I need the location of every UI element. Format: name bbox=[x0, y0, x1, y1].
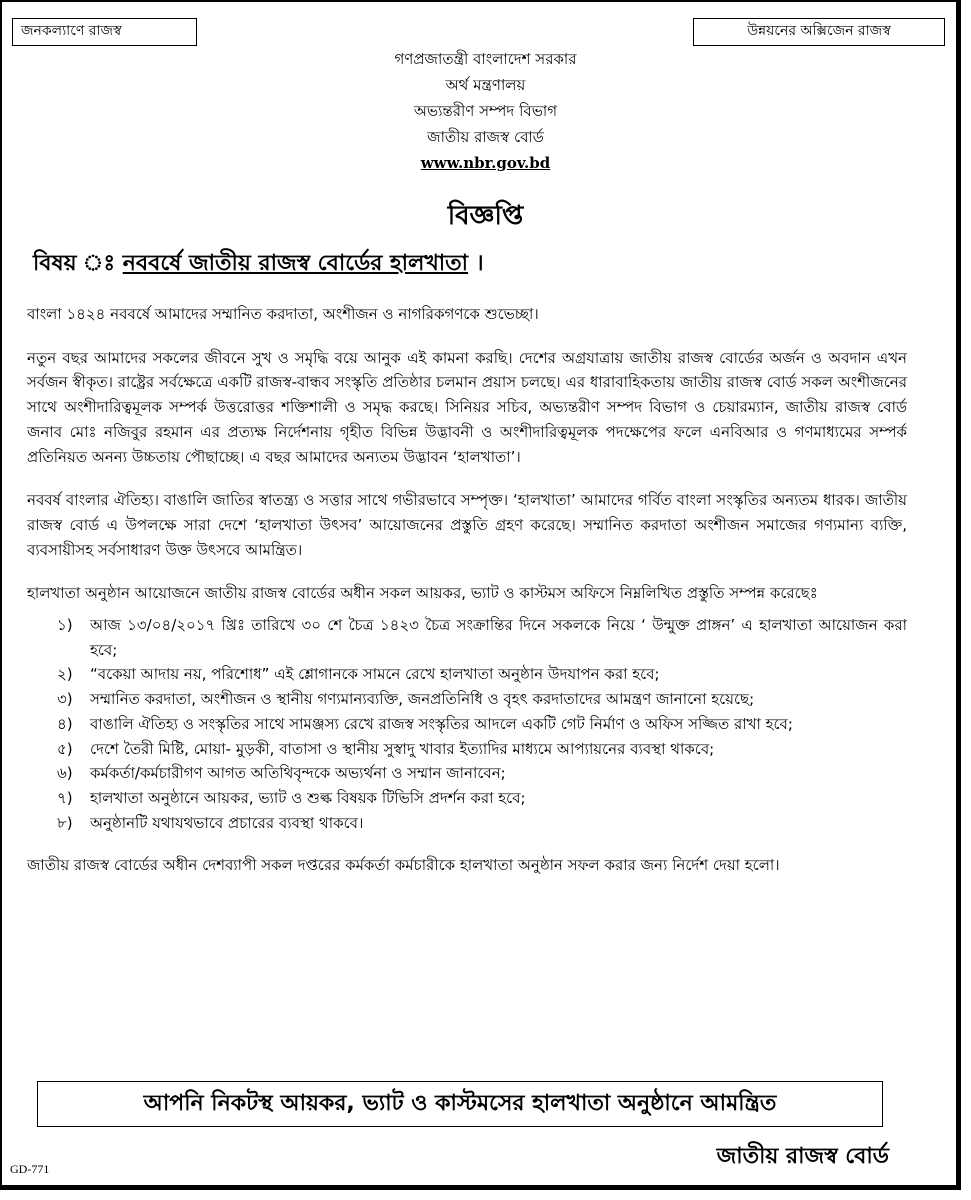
list-number: ১) bbox=[57, 616, 73, 635]
ministry-name: অর্থ মন্ত্রণালয় bbox=[445, 76, 526, 94]
government-name: গণপ্রজাতন্ত্রী বাংলাদেশ সরকার bbox=[394, 50, 577, 68]
list-text: “বকেয়া আদায় নয়, পরিশোধ” এই শ্লোগানকে সামনে রেখে হালখাতা অনুষ্ঠান উদযাপন করা হবে; bbox=[90, 665, 660, 684]
greeting-paragraph: বাংলা ১৪২৪ নববর্ষে আমাদের সম্মানিত করদাতা, অংশীজন ও নাগরিকগণকে শুভেচ্ছা। bbox=[27, 305, 539, 323]
list-item bbox=[27, 712, 907, 737]
list-text: দেশে তৈরী মিষ্টি, মোয়া- মুড়কী, বাতাসা ও স্থানীয় সুস্বাদু খাবার ইত্যাদির মাধ্যমে আপ্যায়নের ব্যবস্থা থাকবে; bbox=[90, 739, 715, 758]
preparation-list bbox=[27, 613, 907, 835]
notice-title: বিজ্ঞপ্তি bbox=[447, 201, 524, 231]
invitation-box: আপনি নিকটস্থ আয়কর, ভ্যাট ও কাস্টমসের হালখাতা অনুষ্ঠানে আমন্ত্রিত bbox=[37, 1081, 883, 1127]
list-item bbox=[27, 811, 907, 836]
list-text: হালখাতা অনুষ্ঠানে আয়কর, ভ্যাট ও শুল্ক বিষয়ক টিভিসি প্রদর্শন করা হবে; bbox=[90, 788, 526, 807]
list-item bbox=[27, 662, 907, 687]
intro-paragraph: নতুন বছর আমাদের সকলের জীবনে সুখ ও সমৃদ্ধি বয়ে আনুক এই কামনা করছি। দেশের অগ্রযাত্রায় জাতীয় রাজস্ব বোর্ডের অর্জন ও অবদান এখন সর্বজন স্বীকৃত। রাষ্ট্রের সর্বক্ষেত্রে একটি রাজস্ব-বান্ধব সংস্কৃতি প্রতিষ্ঠার চলমান প্রয়াস চলছে। এর ধারাবাহিকতায় জাতীয় রাজস্ব বোর্ড সকল অংশীজনের সাথে অংশীদারিত্বমূলক সম্পর্ক উত্তরোত্তর শক্তিশালী ও সমৃদ্ধ করছে। সিনিয়র সচিব, অভ্যন্তরীণ সম্পদ বিভাগ ও চেয়ারম্যান, জাতীয় রাজস্ব বোর্ড জনাব মোঃ নজিবুর রহমান এর প্রত্যক্ষ নির্দেশনায় গৃহীত বিভিন্ন উদ্ভাবনী ও অংশীদারিত্বমূলক পদক্ষেপের ফলে এনবিআর ও গণমাধ্যমের সম্পর্ক প্রতিনিয়ত অনন্য উচ্চতায় পৌছাচ্ছে। এ বছর আমাদের অন্যতম উদ্ভাবন ‘হালখাতা’। bbox=[27, 348, 907, 466]
ad-code: GD-771 bbox=[10, 1162, 50, 1176]
signature: জাতীয় রাজস্ব বোর্ড bbox=[716, 1144, 889, 1169]
board-name: জাতীয় রাজস্ব বোর্ড bbox=[427, 128, 544, 146]
tradition-paragraph: নববর্ষ বাংলার ঐতিহ্য। বাঙালি জাতির স্বাতন্ত্র্য ও সত্তার সাথে গভীরভাবে সম্পৃক্ত। ‘হালখাতা’ আমাদের গর্বিত বাংলা সংস্কৃতির অন্যতম ধারক। জাতীয় রাজস্ব বোর্ড এ উপলক্ষে সারা দেশে ‘হালখাতা উৎসব’ আয়োজনের প্রস্তুতি গ্রহণ করেছে। সম্মানিত করদাতা অংশীজন সমাজের গণ্যমান্য ব্যক্তি, ব্যবসায়ীসহ সর্বসাধারণ উক্ত উৎসবে আমন্ত্রিত। bbox=[27, 491, 907, 559]
website-link[interactable]: www.nbr.gov.bd bbox=[420, 154, 551, 172]
list-text: অনুষ্ঠানটি যথাযথভাবে প্রচারের ব্যবস্থা থাকবে। bbox=[90, 813, 364, 832]
division-name: অভ্যন্তরীণ সম্পদ বিভাগ bbox=[413, 102, 558, 120]
letterhead bbox=[0, 46, 971, 176]
notice-body bbox=[27, 302, 907, 897]
slogan-box-left: জনকল্যাণে রাজস্ব bbox=[12, 18, 197, 46]
list-number: ৮) bbox=[57, 813, 73, 832]
list-text: আজ ১৩/০৪/২০১৭ খ্রিঃ তারিখে ৩০ শে চৈত্র ১৪২৩ চৈত্র সংক্রান্তির দিনে সকলকে নিয়ে ‘ উন্মুক্ত প্রাঙ্গন’ এ হালখাতা আয়োজন করা হবে; bbox=[90, 616, 907, 659]
list-text: সম্মানিত করদাতা, অংশীজন ও স্থানীয় গণ্যমান্যব্যক্তি, জনপ্রতিনিধি ও বৃহৎ করদাতাদের আমন্ত্রণ জানানো হয়েছে; bbox=[90, 690, 755, 709]
list-number: ৫) bbox=[57, 739, 73, 758]
subject-line bbox=[33, 246, 484, 283]
list-number: ৩) bbox=[57, 690, 73, 709]
list-number: ৭) bbox=[57, 788, 73, 807]
list-item bbox=[27, 786, 907, 811]
list-number: ২) bbox=[57, 665, 73, 684]
list-text: কর্মকর্তা/কর্মচারীগণ আগত অতিথিবৃন্দকে অভ্যর্থনা ও সম্মান জানাবেন; bbox=[90, 764, 506, 783]
list-number: ৪) bbox=[57, 714, 73, 733]
instruction-paragraph: জাতীয় রাজস্ব বোর্ডের অধীন দেশব্যাপী সকল দপ্তরের কর্মকর্তা কর্মচারীকে হালখাতা অনুষ্ঠান সফল করার জন্য নির্দেশ দেয়া হলো। bbox=[27, 856, 780, 875]
list-item bbox=[27, 613, 907, 662]
preparation-paragraph: হালখাতা অনুষ্ঠান আয়োজনে জাতীয় রাজস্ব বোর্ডের অধীন সকল আয়কর, ভ্যাট ও কাস্টমস অফিসে নিম্নলিখিত প্রস্তুতি সম্পন্ন করেছেঃ bbox=[27, 584, 818, 603]
subject-text: নববর্ষে জাতীয় রাজস্ব বোর্ডের হালখাতা bbox=[122, 251, 469, 276]
subject-end: । bbox=[475, 251, 484, 276]
list-item bbox=[27, 737, 907, 762]
subject-label: বিষয় ঃ bbox=[33, 251, 116, 276]
list-text: বাঙালি ঐতিহ্য ও সংস্কৃতির সাথে সামঞ্জস্য রেখে রাজস্ব সংস্কৃতির আদলে একটি গেট নির্মাণ ও অফিস সজ্জিত রাখা হবে; bbox=[90, 714, 793, 733]
list-number: ৬) bbox=[57, 764, 73, 783]
list-item bbox=[27, 761, 907, 786]
slogan-box-right: উন্নয়নের অক্সিজেন রাজস্ব bbox=[693, 18, 945, 46]
list-item bbox=[27, 687, 907, 712]
